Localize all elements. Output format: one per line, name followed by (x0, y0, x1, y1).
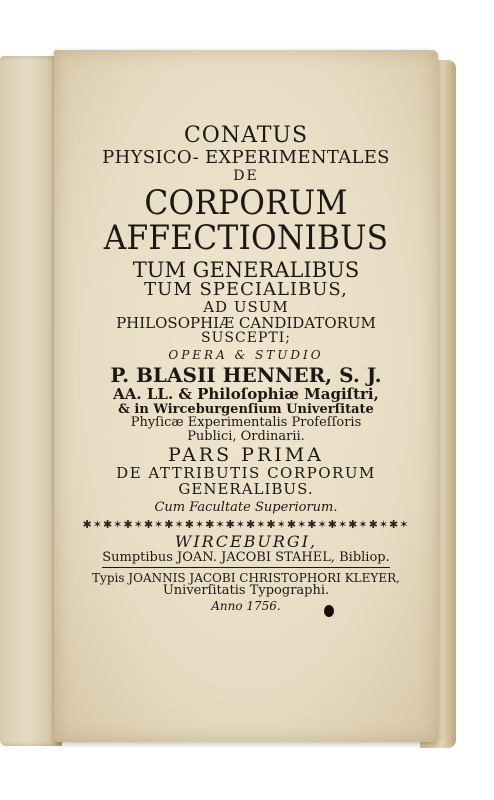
opera-line: OPERA & STUDIO (168, 348, 324, 363)
philosophiae-line: PHILOSOPHIÆ CANDIDATORUM (116, 313, 376, 332)
anno-line: Anno 1756. (211, 598, 281, 613)
university-line: & in Wirceburgenſium Univerſitate (118, 401, 374, 417)
de-attributis-line: DE ATTRIBUTIS CORPORUM (116, 464, 376, 483)
book-spine (0, 56, 62, 746)
universitatis-line: Univerſitatis Typographi. (162, 583, 330, 599)
ornament-border: ✱✶✱✶✱✶✱✶✱✶✱✶✱✶✱✶✱✶✱✶✱✶✱✶✱✶✱✶✱✶✱✶ (82, 517, 410, 531)
tum-specialibus-line: TUM SPECIALIBUS, (144, 279, 348, 301)
publici-line: Publici, Ordinarii. (187, 428, 305, 444)
generalibus-line: GENERALIBUS. (178, 480, 314, 499)
cum-facultate-line: Cum Facultate Superiorum. (154, 499, 338, 515)
title-page (54, 50, 438, 742)
ad-usum-line: AD USUM (203, 297, 289, 316)
suscepti-line: SUSCEPTI; (201, 330, 291, 347)
book (0, 42, 470, 754)
ink-blot (324, 605, 334, 617)
affectionibus-line: AFFECTIONIBUS (103, 218, 389, 259)
title-line: CONATUS (183, 123, 309, 148)
typis-line: Typis JOANNIS JACOBI CHRISTOPHORI KLEYER, (92, 570, 400, 585)
title-page-text (54, 124, 438, 612)
wirceburgi-line: WIRCEBURGI, (174, 532, 318, 552)
sumptibus-line: Sumptibus JOAN. JACOBI STAHEL, Bibliop. (102, 551, 390, 568)
professor-line: Phyſicæ Experimentalis Profeſſoris (130, 415, 362, 431)
author-line: P. BLASII HENNER, S. J. (110, 362, 382, 387)
corporum-line: CORPORUM (144, 182, 348, 223)
degrees-line: AA. LL. & Philoſophiæ Magiſtri, (113, 384, 379, 403)
tum-generalibus-line: TUM GENERALIBUS (132, 258, 360, 283)
de-line: DE (233, 167, 259, 184)
subtitle-line: PHYSICO- EXPERIMENTALES (102, 147, 390, 169)
pars-prima-line: PARS PRIMA (168, 444, 324, 467)
